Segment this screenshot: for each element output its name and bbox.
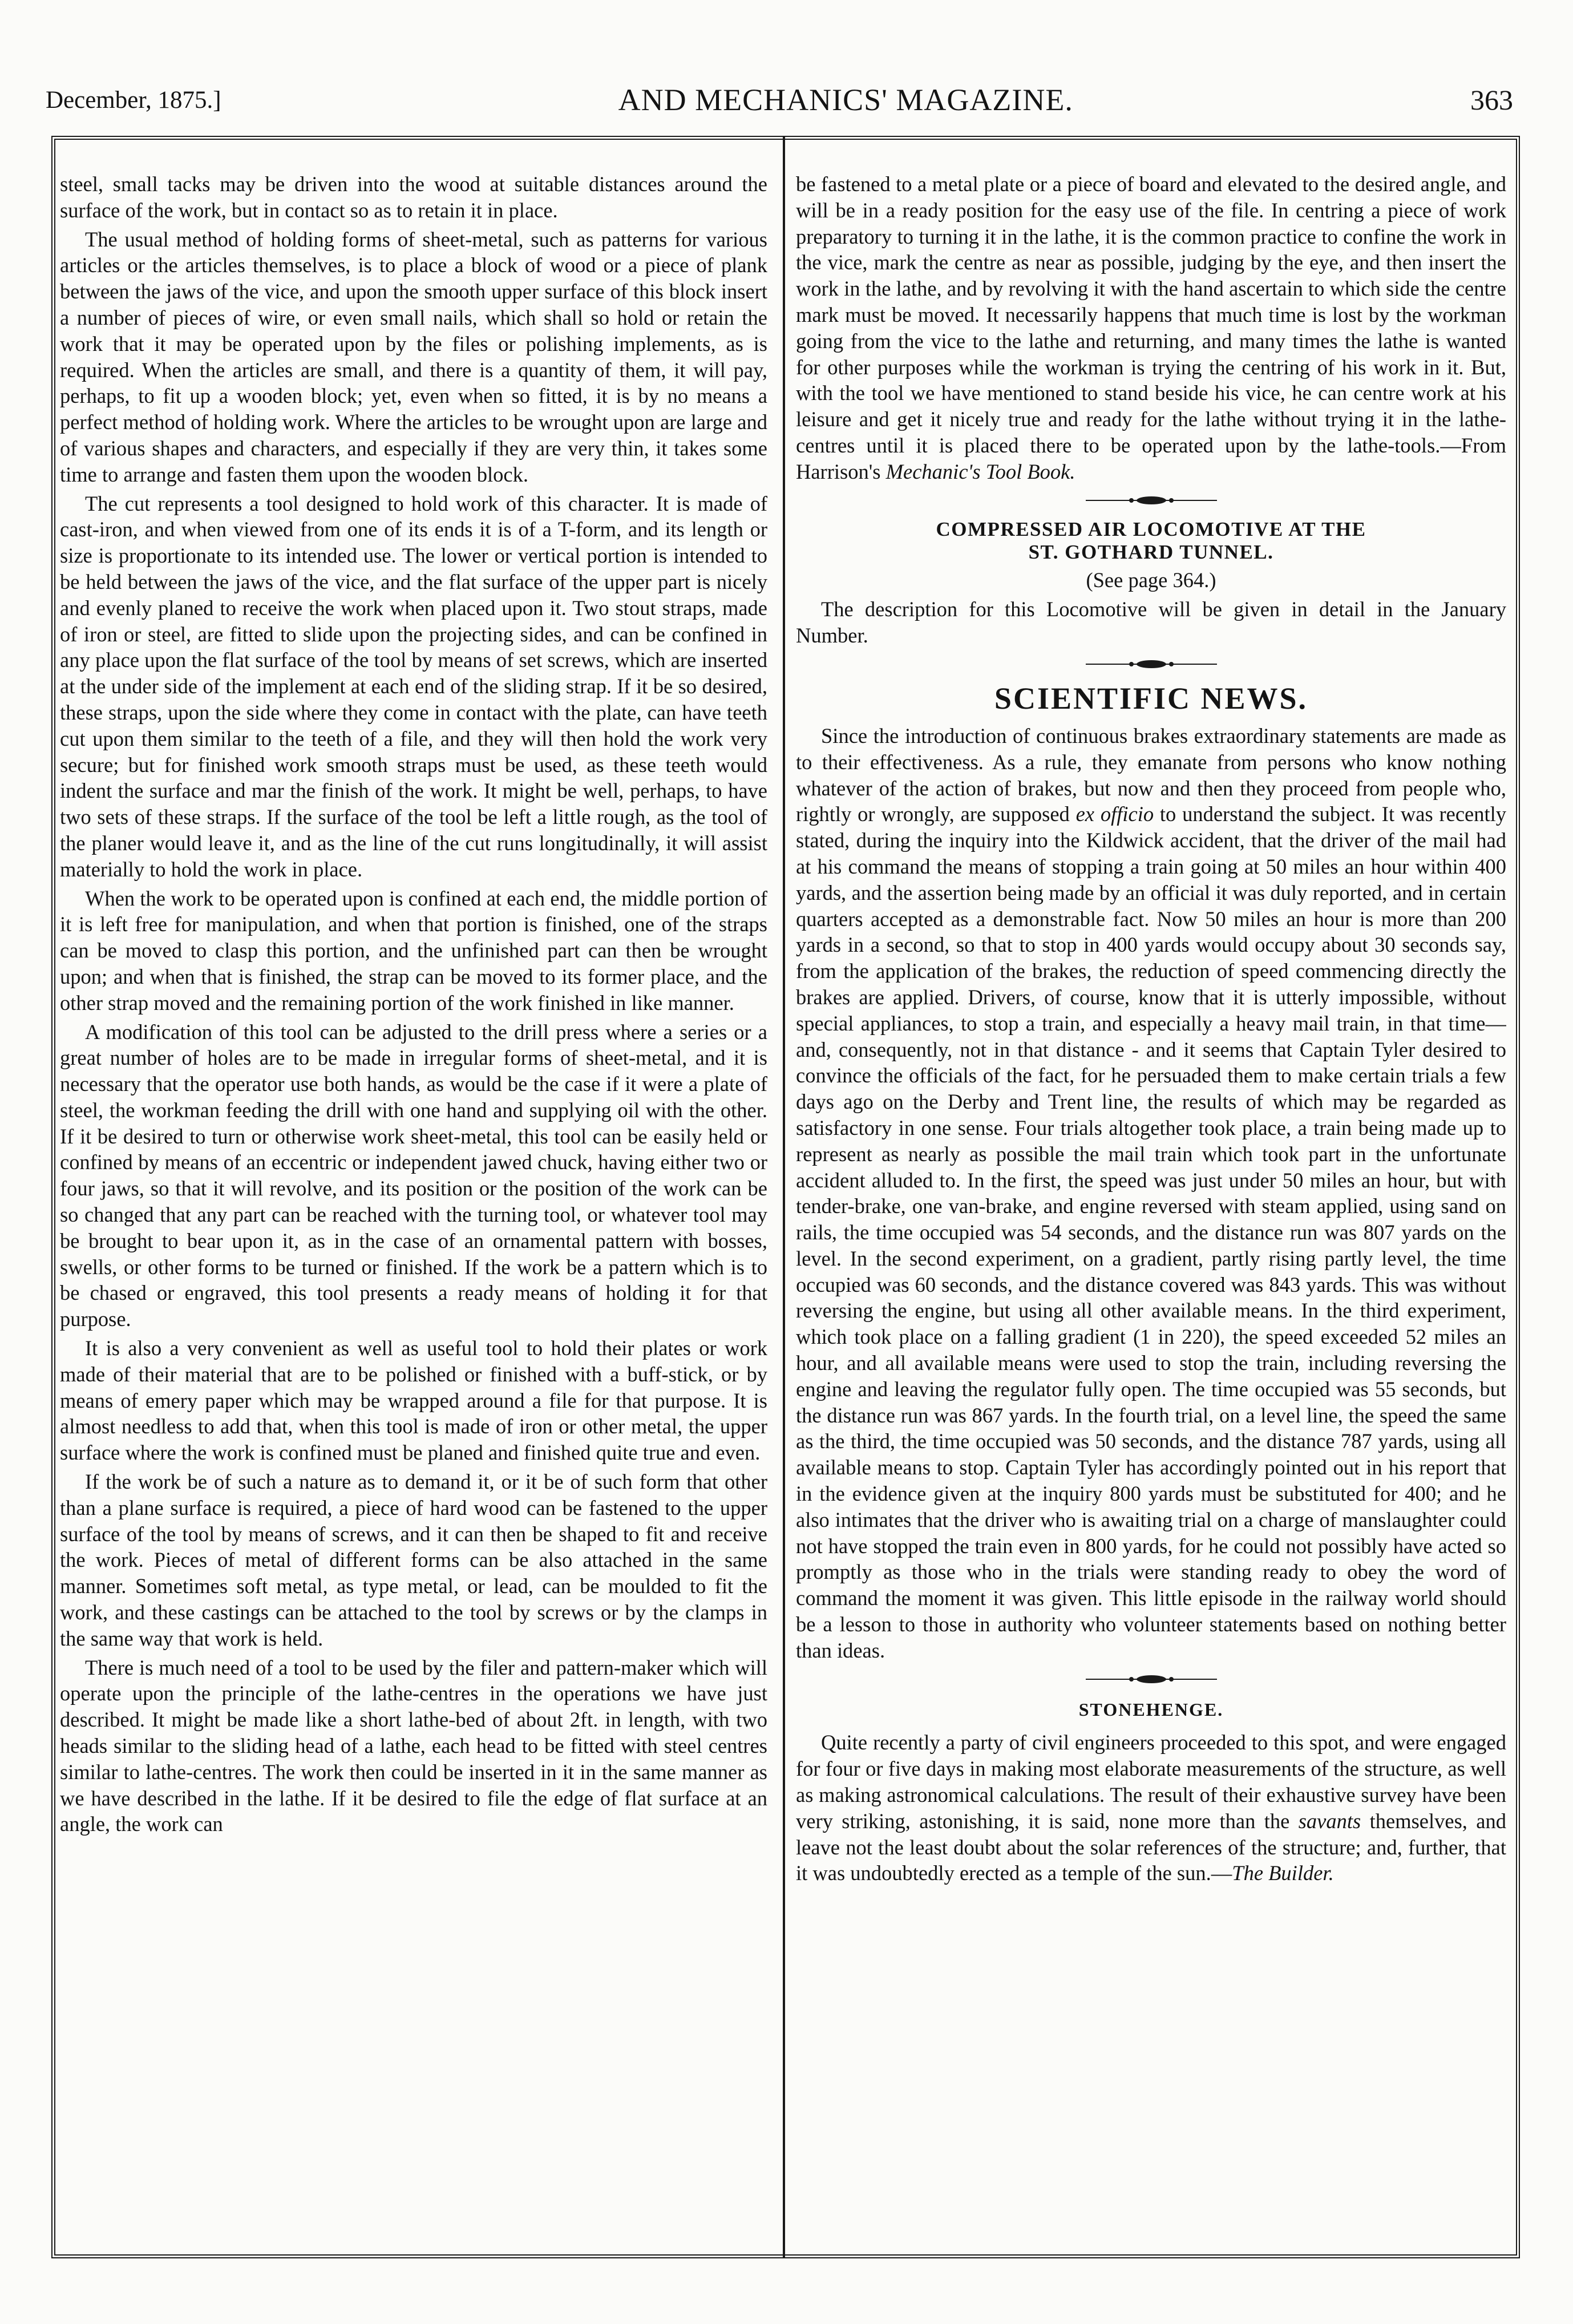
stonehenge-source: The Builder.: [1232, 1861, 1334, 1885]
ornament-rule-icon: [1086, 1674, 1217, 1685]
continuation-text: be fastened to a metal plate or a piece of board and elevated to the desired angle, and will be in a ready position for the easy use of the file. In centring a piece of work preparatory to turning it in the lathe, it is the common practice to confine the work in the vice, mark the centre as near as possible, judging by the eye, and then insert the work in the lathe, and by revolving it with the hand ascertain to which side the centre mark must be moved. It necessarily happens that much time is lost by the workman going from the vice to the lathe and returning, and many times the lathe is wanted for other purposes while the workman is trying the centring of his work in it. But, with the tool we have mentioned to stand beside his vice, he can centre work at his leisure and get it nicely true and ready for the lathe without trying it in the lathe-centres until it is placed there to be operated upon by the lathe-tools.—From Harrison's: [796, 172, 1506, 483]
scientific-text-a: Since the introduction of continuous brakes extraordinary statements are made as to their effectiveness. As a rule, they emanate from persons who know nothing whatever of the action of brakes, but now and then they proceed from people who, rightly or wrongly, are supposed: [796, 724, 1506, 826]
section-ornament: [796, 492, 1506, 509]
stonehenge-heading: STONEHENGE.: [1078, 1699, 1224, 1720]
scientific-text-em: ex officio: [1075, 802, 1154, 826]
paragraph: [796, 1729, 1506, 1886]
paragraph: [796, 723, 1506, 1664]
paragraph: There is much need of a tool to be used by the filer and pattern-maker which will operate upon the principle of the lathe-centres in the operations we have just described. It might be made like a short lathe-bed of about 2ft. in length, with two heads similar to the sliding head of a lathe, each head to be fitted with steel centres similar to lathe-centres. The work then could be inserted in it in the same manner as we have described in the lathe. If it be desired to file the edge of flat surface at an angle, the work can: [60, 1655, 767, 1836]
column-divider: [783, 136, 785, 2258]
header-title: AND MECHANICS' MAGAZINE.: [618, 83, 1073, 117]
left-column: [60, 171, 767, 2242]
paragraph: When the work to be operated upon is confined at each end, the middle portion of it is left free for manipulation, and when that portion is finished, one of the straps can be moved to clasp this portion, and the unfinished part can then be wrought upon; and when that is finished, the strap can be moved to its former place, and the other strap moved and the remaining portion of the work finished in like manner.: [60, 886, 767, 1015]
paragraph: The cut represents a tool designed to hold work of this character. It is made of cast-iron, and when viewed from one of its ends it is of a T-form, and its length or size is proportionate to its intended use. The lower or vertical portion is intended to be held between the jaws of the vice, and the flat surface of the upper part is nicely and evenly planed to receive the work when placed upon it. Two stout straps, made of iron or steel, are fitted to slide upon the projecting sides, and can be confined in any place upon the flat surface of the tool by means of set screws, which are inserted at the under side of the implement at each end of the sliding strap. If it be so desired, these straps, upon the side where they come in contact with the plate, can have teeth cut upon them similar to the teeth of a file, and they will then hold the work very secure; but for finished work smooth straps must be used, as these teeth would indent the surface and mar the finish of the work. It might be well, perhaps, to have two sets of these straps. If the surface of the tool be left a little rough, as the tool of the planer would leave it, and as the line of the cut runs longitudinally, it will assist materially to hold the work in place.: [60, 491, 767, 881]
paragraph: The description for this Locomotive will be given in detail in the January Number.: [796, 597, 1506, 648]
paragraph: steel, small tacks may be driven into the wood at suitable distances around the surface of the work, but in contact so as to retain it in place.: [60, 172, 767, 222]
stonehenge-text-b: themselves, and leave not the least doubt about the solar references of the structure; and, further, that it was undoubtedly erected as a temple of the sun.—: [796, 1809, 1506, 1885]
scientific-text-b: to understand the subject. It was recently stated, during the inquiry into the Kildwick accident, that the driver of the mail had at his command the means of stopping a train going at 50 miles an hour within 400 yards, and the assertion being made by an official it was duly reported, and in certain quarters accepted as a demonstrable fact. Now 50 miles an hour is more than 200 yards in a second, so that to stop in 400 yards would occupy about 30 seconds say, from the application of the brakes, the reduction of speed commencing directly the brakes are applied. Drivers, of course, know that it is utterly impossible, without special appliances, to stop a train, and especially a heavy mail train, in that time—and, consequently, not in that distance - and it seems that Captain Tyler desired to convince the officials of the fact, for he persuaded them to make certain trials a few days ago on the Derby and Trent line, the results of which may be regarded as satisfactory in one sense. Four trials altogether took place, a train being made up to represent as nearly as possible the mail train which took part in the unfortunate accident alluded to. In the first, the speed was just under 50 miles an hour, but with tender-brake, one van-brake, and engine reversed with steam applied, using sand on rails, the time occupied was 54 seconds, and the distance run was 807 yards on the level. In the second experiment, on a gradient, partly rising partly level, the time occupied was 60 seconds, and the distance covered was 843 yards. This was without reversing the engine, but using all other available means. In the third experiment, which took place on a falling gradient (1 in 220), the speed exceeded 52 miles an hour, and all available means were used to stop the train, including reversing the engine and leaving the regulator fully open. The time occupied was 55 seconds, but the distance run was 867 yards. In the fourth trial, on a level line, the speed the same as the third, the time occupied was 50 seconds, and the distance 787 yards, using all available means to stop. Captain Tyler has accordingly pointed out in his report that in the evidence given at the inquiry 800 yards must be substituted for 400; and he also intimates that the driver who is awaiting trial on a charge of manslaughter could not have stopped the train even in 800 yards, for he could not possibly have acted so promptly as those who in the trials were standing ready to obey the word of command the moment it was given. This little episode in the railway world should be a lesson to those in authority who volunteer statements based on nothing better than ideas.: [796, 802, 1506, 1662]
locomotive-heading: [796, 518, 1506, 564]
paragraph: It is also a very convenient as well as useful tool to hold their plates or work made of their material that are to be polished or finished with a buff-stick, or by means of emery paper which may be wrapped around a file for that purpose. It is almost needless to add that, when this tool is made of iron or other metal, the upper surface where the work is confined must be planed and finished quite true and even.: [60, 1336, 767, 1465]
continuation-paragraph: [796, 171, 1506, 485]
paragraph: The usual method of holding forms of sheet-metal, such as patterns for various articles or the articles themselves, is to place a block of wood or a piece of plank between the jaws of the vice, and upon the smooth upper surface of this block insert a number of pieces of wire, or even small nails, which shall so hold or retain the work that it may be operated upon by the files or polishing implements, as is required. When the articles are small, and there is a quantity of them, it will pay, perhaps, to fit up a wooden block; yet, even when so fitted, it is by no means a perfect method of holding work. Where the articles to be wrought upon are large and of various shapes and characters, and especially if they are very thin, it takes some time to arrange and fasten them upon the wooden block.: [60, 227, 767, 486]
ornament-rule-icon: [1086, 495, 1217, 506]
section-ornament: [796, 656, 1506, 673]
see-page-note: (See page 364.): [1086, 568, 1216, 592]
running-header: [46, 77, 1513, 123]
header-date: December, 1875.]: [46, 86, 221, 114]
section-ornament: [796, 1671, 1506, 1688]
right-column: [796, 171, 1506, 2242]
stonehenge-text-em: savants: [1298, 1809, 1361, 1833]
scientific-news-heading: SCIENTIFIC NEWS.: [994, 681, 1308, 716]
stonehenge-text-a: Quite recently a party of civil engineers proceeded to this spot, and were engaged for four or five days in making most elaborate measurements of the structure, as well as making astronomical calculations. The result of their exhaustive survey have been very striking, astonishing, it is said, none more than the: [796, 1731, 1506, 1833]
paragraph: If the work be of such a nature as to demand it, or it be of such form that other than a plane surface is required, a piece of hard wood can be fastened to the upper surface of the tool by means of screws, and it can then be shaped to fit and receive the work. Pieces of metal of different forms can be also attached in the same manner. Sometimes soft metal, as type metal, or lead, can be moulded to fit the work, and these castings can be attached to the tool by screws or by the clamps in the same way that work is held.: [60, 1470, 767, 1650]
page-number: 363: [1470, 84, 1513, 116]
continuation-source: Mechanic's Tool Book.: [885, 459, 1075, 483]
ornament-rule-icon: [1086, 658, 1217, 670]
paragraph: A modification of this tool can be adjusted to the drill press where a series or a great number of holes are to be made in irregular forms of sheet-metal, and it is necessary that the operator use both hands, as would be the case if it were a plate of steel, the workman feeding the drill with one hand and supplying oil with the other. If it be desired to turn or otherwise work sheet-metal, this tool can be easily held or confined by means of an eccentric or independent jawed chuck, having either two or four jaws, so that it will revolve, and its position or the position of the work can be so changed that any part can be reached with the turning tool, or whatever tool may be brought to bear upon it, as in the case of an ornamental pattern with bosses, swells, or other forms to be turned or finished. If the work be a pattern which is to be chased or engraved, this tool presents a ready means of holding it for that purpose.: [60, 1020, 767, 1331]
locomotive-heading-line2: ST. GOTHARD TUNNEL.: [1028, 540, 1274, 563]
locomotive-heading-line1: COMPRESSED AIR LOCOMOTIVE AT THE: [936, 518, 1366, 540]
